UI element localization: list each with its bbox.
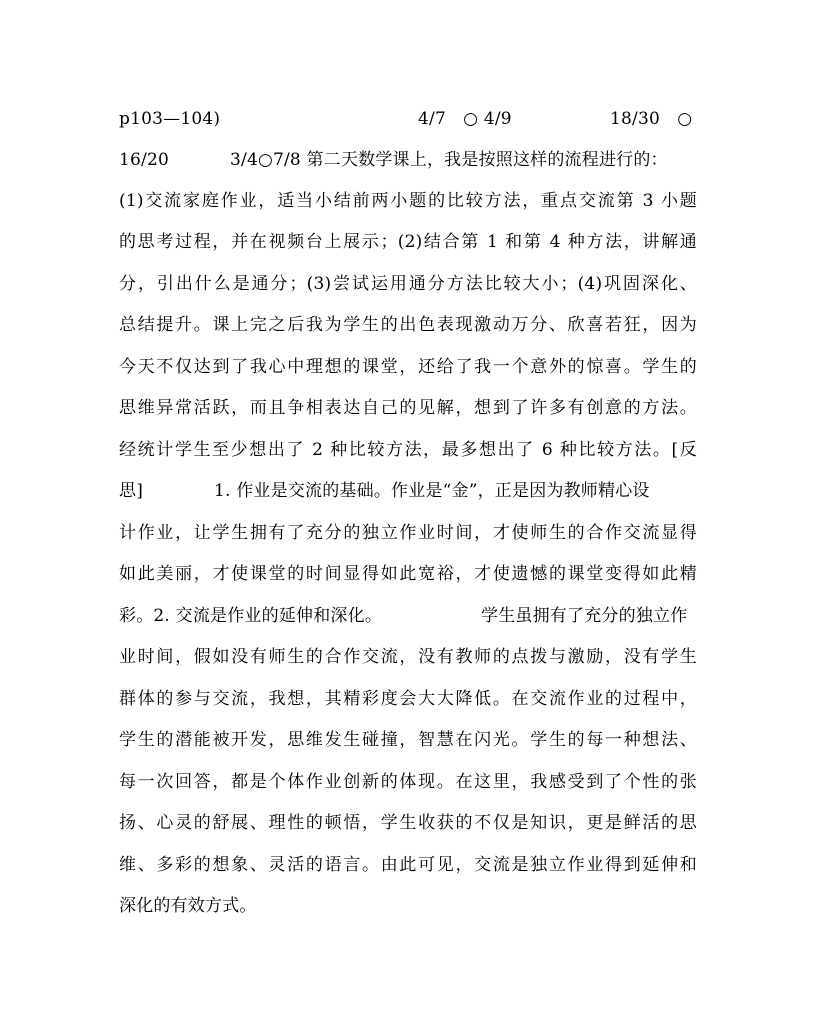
text-segment: 彩。2. 交流是作业的延伸和深化。 bbox=[119, 606, 383, 626]
text-line-17: 每一次回答，都是个体作业创新的体现。在这里，我感受到了个性的张 bbox=[119, 772, 697, 792]
text-segment: 3/4○7/8 第二天数学课上，我是按照这样的流程进行的： bbox=[230, 150, 668, 170]
text-line-4: 的思考过程，并在视频台上展示；(2)结合第 1 和第 4 种方法，讲解通 bbox=[119, 232, 697, 252]
text-line-13 bbox=[119, 602, 697, 630]
text-line-7: 今天不仅达到了我心中理想的课堂，还给了我一个意外的惊喜。学生的 bbox=[119, 357, 697, 377]
text-line-9: 经统计学生至少想出了 2 种比较方法，最多想出了 6 种比较方法。[反 bbox=[119, 440, 697, 460]
text-line-12: 如此美丽，才使课堂的时间显得如此宽裕，才使遗憾的课堂变得如此精 bbox=[119, 564, 697, 584]
text-segment: 16/20 bbox=[119, 150, 169, 170]
text-segment: p103—104) bbox=[119, 109, 221, 129]
text-line-6: 总结提升。课上完之后我为学生的出色表现激动万分、欣喜若狂，因为 bbox=[119, 315, 697, 335]
text-line-11: 计作业，让学生拥有了充分的独立作业时间，才使师生的合作交流显得 bbox=[119, 523, 697, 543]
text-line-2 bbox=[119, 146, 697, 174]
text-line-20: 深化的有效方式。 bbox=[119, 896, 257, 916]
text-segment: 4/7 ○ 4/9 bbox=[418, 109, 512, 129]
text-line-15: 群体的参与交流，我想，其精彩度会大大降低。在交流作业的过程中， bbox=[119, 689, 697, 709]
text-line-16: 学生的潜能被开发，思维发生碰撞，智慧在闪光。学生的每一种想法、 bbox=[119, 730, 697, 750]
text-line-1 bbox=[119, 105, 697, 133]
text-line-14: 业时间，假如没有师生的合作交流，没有教师的点拨与激励，没有学生 bbox=[119, 647, 697, 667]
text-line-3: (1)交流家庭作业，适当小结前两小题的比较方法，重点交流第 3 小题 bbox=[119, 191, 697, 211]
text-line-5: 分，引出什么是通分；(3)尝试运用通分方法比较大小；(4)巩固深化、 bbox=[119, 274, 697, 294]
text-line-8: 思维异常活跃，而且争相表达自己的见解，想到了许多有创意的方法。 bbox=[119, 398, 697, 418]
text-segment: 思] bbox=[119, 481, 144, 501]
text-segment: 学生虽拥有了充分的独立作 bbox=[481, 606, 688, 626]
text-segment: 18/30 ○ bbox=[610, 109, 693, 129]
text-segment: 1. 作业是交流的基础。作业是“金”，正是因为教师精心设 bbox=[214, 481, 650, 501]
text-line-10 bbox=[119, 477, 697, 505]
text-line-18: 扬、心灵的舒展、理性的顿悟，学生收获的不仅是知识，更是鲜活的思 bbox=[119, 813, 697, 833]
text-line-19: 维、多彩的想象、灵活的语言。由此可见，交流是独立作业得到延伸和 bbox=[119, 855, 697, 875]
